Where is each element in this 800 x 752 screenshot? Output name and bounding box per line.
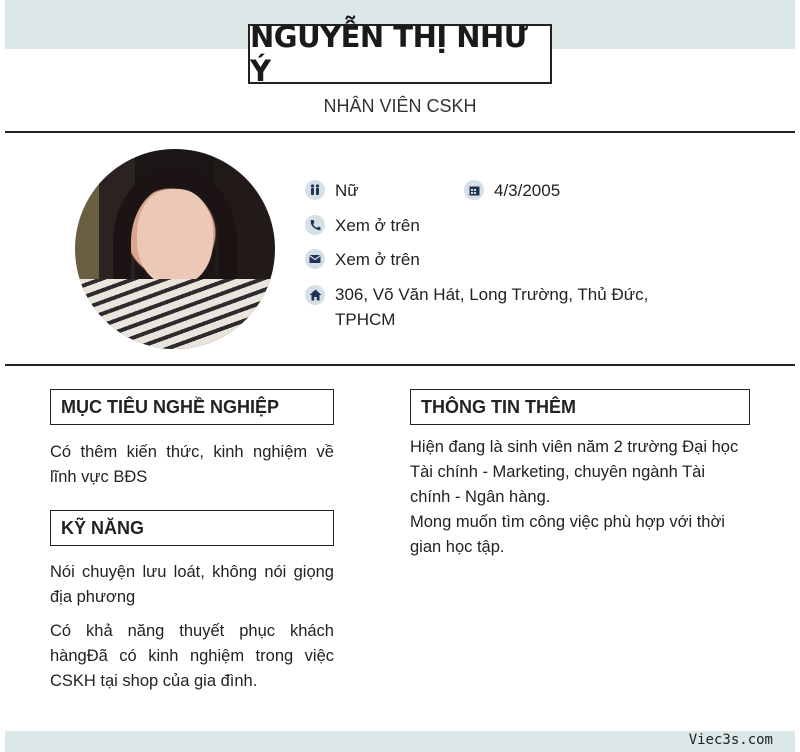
skills-heading: KỸ NĂNG bbox=[50, 510, 334, 546]
avatar-shirt bbox=[75, 279, 275, 349]
address-value bbox=[335, 282, 648, 332]
home-icon bbox=[305, 285, 325, 305]
skill-item-2-line-1: Có khả năng thuyết phục khách bbox=[50, 622, 334, 640]
email-icon bbox=[305, 249, 325, 269]
phone-value: Xem ở trên bbox=[335, 216, 420, 235]
candidate-name: NGUYỄN THỊ NHƯ Ý bbox=[250, 20, 528, 88]
job-title: NHÂN VIÊN CSKH bbox=[323, 96, 477, 116]
objective-line-2: lĩnh vực BĐS bbox=[50, 468, 148, 486]
objective-text bbox=[50, 440, 334, 490]
objective-heading: MỤC TIÊU NGHỀ NGHIỆP bbox=[50, 389, 334, 425]
bottom-band bbox=[5, 731, 795, 752]
skill-item-1-line-2: địa phương bbox=[50, 588, 136, 606]
phone-icon bbox=[305, 215, 325, 235]
additional-line-5: gian học tập. bbox=[410, 538, 505, 556]
avatar bbox=[75, 149, 275, 349]
divider-top bbox=[5, 131, 795, 133]
footer-brand[interactable]: Viec3s.com bbox=[688, 732, 773, 748]
additional-text bbox=[410, 435, 755, 560]
skill-item-2 bbox=[50, 619, 334, 694]
address-line-2: TPHCM bbox=[335, 310, 396, 329]
gender-icon bbox=[305, 180, 325, 200]
email-row bbox=[305, 250, 420, 270]
gender-value: Nữ bbox=[335, 181, 359, 200]
skill-item-1 bbox=[50, 560, 334, 610]
additional-line-3: chính - Ngân hàng. bbox=[410, 488, 551, 506]
name-box bbox=[248, 20, 552, 88]
skill-item-2-line-3: CSKH tại shop của gia đình. bbox=[50, 672, 258, 690]
skill-item-2-line-2: hàngĐã có kinh nghiệm trong việc bbox=[50, 647, 334, 665]
additional-line-2: Tài chính - Marketing, chuyên ngành Tài bbox=[410, 463, 706, 481]
gender-row bbox=[305, 181, 359, 201]
additional-line-1: Hiện đang là sinh viên năm 2 trường Đại học bbox=[410, 438, 739, 456]
skill-item-1-line-1: Nói chuyện lưu loát, không nói giọng bbox=[50, 563, 334, 581]
birthday-value: 4/3/2005 bbox=[494, 181, 561, 200]
divider-middle bbox=[5, 364, 795, 366]
birthday-row bbox=[464, 181, 560, 201]
address-row bbox=[305, 285, 648, 332]
additional-heading: THÔNG TIN THÊM bbox=[410, 389, 750, 425]
email-value: Xem ở trên bbox=[335, 250, 420, 269]
avatar-face bbox=[137, 189, 213, 285]
additional-line-4: Mong muốn tìm công việc phù hợp với thời bbox=[410, 513, 725, 531]
phone-row bbox=[305, 216, 420, 236]
address-line-1: 306, Võ Văn Hát, Long Trường, Thủ Đức, bbox=[335, 285, 649, 304]
objective-line-1: Có thêm kiến thức, kinh nghiệm về bbox=[50, 443, 334, 461]
calendar-icon bbox=[464, 180, 484, 200]
